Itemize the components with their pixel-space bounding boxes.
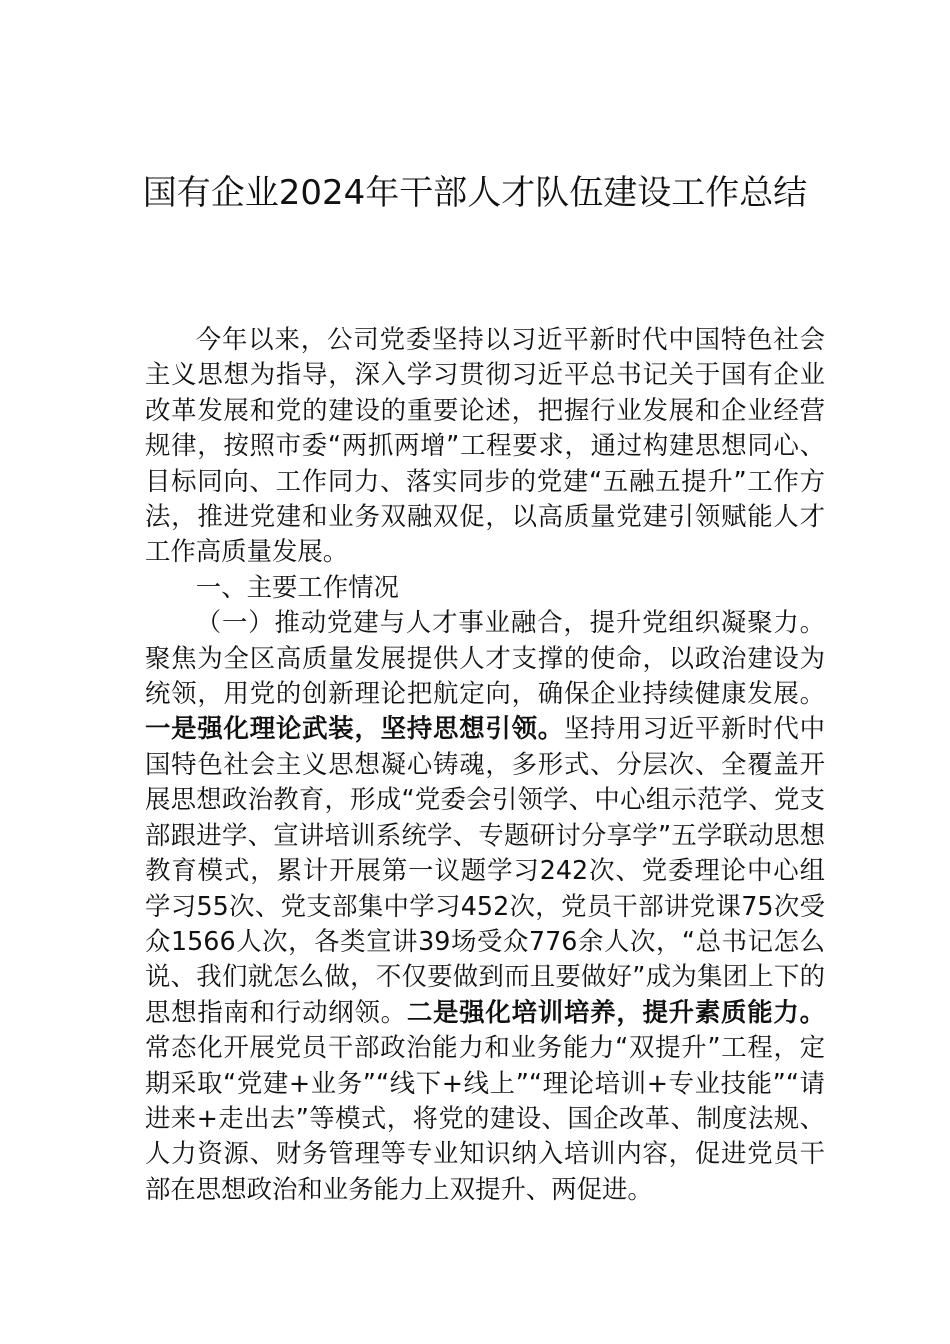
subsection-paragraph [145, 605, 825, 1207]
point-one-heading: 一是强化理论武装，坚持思想引领。 [145, 713, 564, 744]
point-two-text: 常态化开展党员干部政治能力和业务能力“双提升”工程，定期采取“党建+业务”“线下+线上”“理论培训+专业技能”“请进来+走出去”等模式，将党的建设、国企改革、制度法规、人力资源、财务管理等专业知识纳入培训内容，促进党员干部在思想政治和业务能力上双提升、两促进。 [145, 1032, 825, 1204]
section-heading: 一、主要工作情况 [195, 571, 399, 602]
document-body [145, 322, 825, 1207]
point-one-text: 坚持用习近平新时代中国特色社会主义思想凝心铸魂，多形式、分层次、全覆盖开展思想政治教育，形成“党委会引领学、中心组示范学、党支部跟进学、宣讲培训系统学、专题研讨分享学”五学联动思想教育模式，累计开展第一议题学习242次、党委理论中心组学习55次、党支部集中学习452次，党员干部讲党课75次受众1566人次，各类宣讲39场受众776余人次，“总书记怎么说、我们就怎么做，不仅要做到而且要做好”成为集团上下的思想指南和行动纲领。 [145, 713, 826, 1027]
intro-paragraph: 今年以来，公司党委坚持以习近平新时代中国特色社会主义思想为指导，深入学习贯彻习近平总书记关于国有企业改革发展和党的建设的重要论述，把握行业发展和企业经营规律，按照市委“两抓两增”工程要求，通过构建思想同心、目标同向、工作同力、落实同步的党建“五融五提升”工作方法，推进党建和业务双融双促，以高质量党建引领赋能人才工作高质量发展。 [145, 324, 825, 567]
subsection-lead: （一）推动党建与人才事业融合，提升党组织凝聚力。聚焦为全区高质量发展提供人才支撑的使命，以政治建设为统领，用党的创新理论把航定向，确保企业持续健康发展。 [145, 607, 825, 709]
point-two-heading: 二是强化培训培养，提升素质能力。 [406, 996, 826, 1027]
document-title: 国有企业2024年干部人才队伍建设工作总结 [142, 173, 808, 213]
